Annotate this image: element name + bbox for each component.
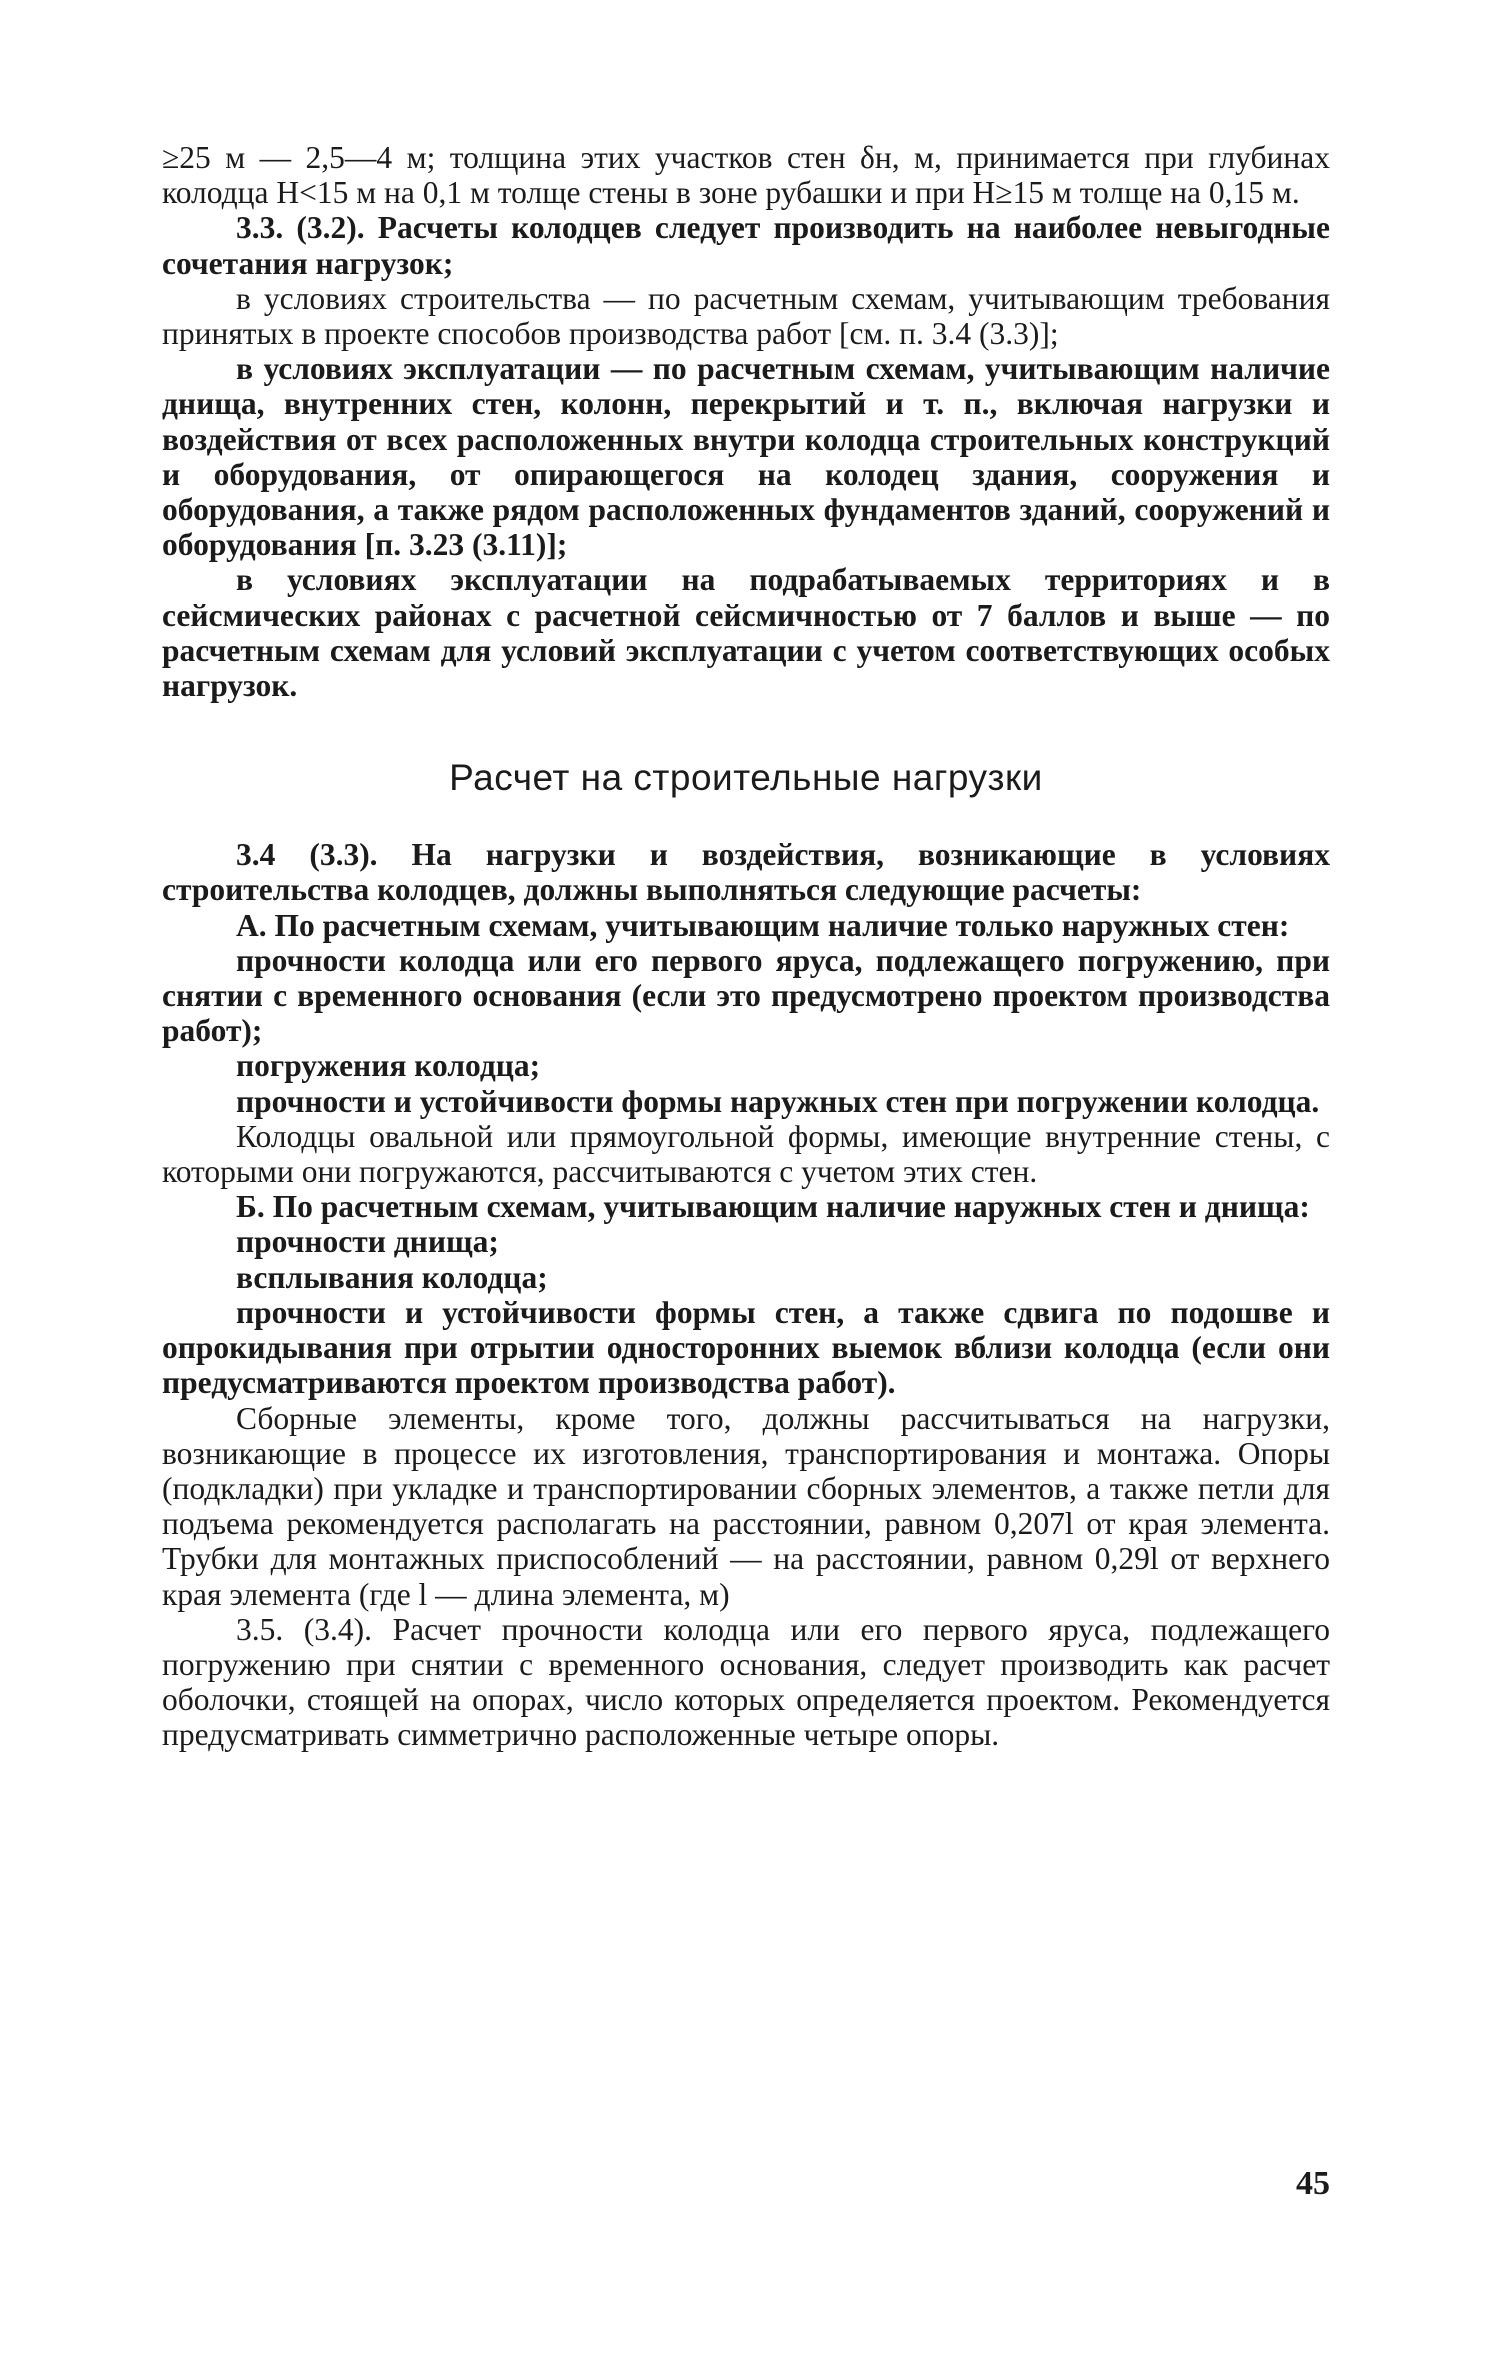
- paragraph: прочности днища;: [236, 1224, 499, 1260]
- paragraph: в условиях эксплуатации на подрабатываемых территориях и в сейсмических районах с расчетной сейсмичностью от 7 баллов и выше — по расчетным схемам для условий эксплуатации с учетом соответствующих особых нагрузок.: [162, 562, 1330, 704]
- paragraph: прочности колодца или его первого яруса, подлежащего погружению, при снятии с временного основания (если это предусмотрено проектом производства работ);: [162, 942, 1330, 1049]
- paragraph: прочности и устойчивости формы стен, а также сдвига по подошве и опрокидывания при отрытии односторонних выемок вблизи колодца (если они предусматриваются проектом производства работ).: [162, 1294, 1330, 1401]
- paragraph: Б. По расчетным схемам, учитывающим наличие наружных стен и днища:: [236, 1189, 1310, 1225]
- paragraph: в условиях эксплуатации — по расчетным схемам, учитывающим наличие днища, внутренних стен, колонн, перекрытий и т. п., включая нагрузки и воздействия от всех расположенных внутри колодца строительных конструкций и оборудования, от опирающегося на колодец здания, сооружения и оборудования, а также рядом расположенных фундаментов зданий, сооружений и оборудования [п. 3.23 (3.11)];: [162, 351, 1330, 563]
- page-body: [162, 140, 1330, 1753]
- paragraph: 3.3. (3.2). Расчеты колодцев следует производить на наиболее невыгодные сочетания нагрузок;: [162, 210, 1330, 281]
- paragraph: Сборные элементы, кроме того, должны рассчитываться на нагрузки, возникающие в процессе их изготовления, транспортирования и монтажа. Опоры (подкладки) при укладке и транспортировании сборных элементов, а также петли для подъема рекомендуется располагать на расстоянии, равном 0,207l от края элемента. Трубки для монтажных приспособлений — на расстоянии, равном 0,29l от верхнего края элемента (где l — длина элемента, м): [162, 1400, 1330, 1612]
- paragraph: А. По расчетным схемам, учитывающим наличие только наружных стен:: [236, 907, 1290, 943]
- paragraph: 3.5. (3.4). Расчет прочности колодца или его первого яруса, подлежащего погружению при снятии с временного основания, следует производить как расчет оболочки, стоящей на опорах, число которых определяется проектом. Рекомендуется предусматривать симметрично расположенные четыре опоры.: [162, 1611, 1330, 1753]
- text-section-bottom: [162, 837, 1330, 1752]
- paragraph: прочности и устойчивости формы наружных стен при погружении колодца.: [236, 1083, 1320, 1119]
- paragraph: в условиях строительства — по расчетным схемам, учитывающим требования принятых в проекте способов производства работ [см. п. 3.4 (3.3)];: [162, 280, 1330, 352]
- paragraph: погружения колодца;: [236, 1048, 541, 1084]
- page-number: 45: [1296, 2165, 1330, 2202]
- paragraph: 3.4 (3.3). На нагрузки и воздействия, возникающие в условиях строительства колодцев, должны выполняться следующие расчеты:: [162, 837, 1330, 908]
- paragraph: Колодцы овальной или прямоугольной формы, имеющие внутренние стены, с которыми они погружаются, рассчитываются с учетом этих стен.: [162, 1118, 1330, 1190]
- paragraph: всплывания колодца;: [236, 1259, 548, 1295]
- text-section-top: [162, 140, 1330, 703]
- paragraph: ≥25 м — 2,5—4 м; толщина этих участков стен δн, м, принимается при глубинах колодца H<15 м на 0,1 м толще стены в зоне рубашки и при H≥15 м толще на 0,15 м.: [162, 140, 1330, 211]
- section-heading: Расчет на строительные нагрузки: [449, 757, 1043, 799]
